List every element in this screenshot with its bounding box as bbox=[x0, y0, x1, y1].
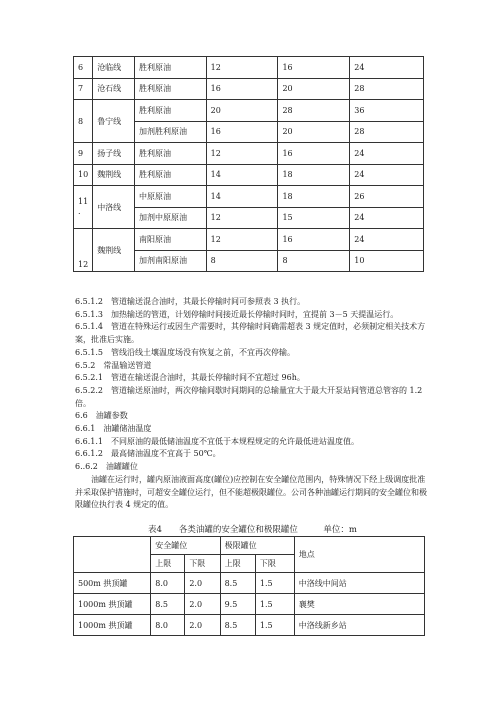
section-heading: 6..6.2 油罐罐位 bbox=[75, 462, 138, 472]
oil-type: 南阳原油 bbox=[134, 229, 206, 251]
value-cell: 14 bbox=[206, 164, 278, 186]
pipeline-name: 魏荆线 bbox=[93, 164, 135, 186]
header-cell: 地点 bbox=[294, 537, 424, 573]
row-number: 6 bbox=[74, 57, 93, 79]
oil-type: 胜利原油 bbox=[134, 57, 206, 79]
table-caption: 表4 各类油罐的安全罐位和极限罐位 单位：m bbox=[148, 525, 357, 535]
value-cell: 8 bbox=[206, 250, 278, 272]
value-cell: 28 bbox=[350, 121, 424, 143]
section-heading: 6.6 油罐参数 bbox=[75, 411, 128, 421]
row-number: 10 bbox=[74, 164, 93, 186]
value-cell: 16 bbox=[278, 57, 350, 79]
paragraph: 6.6.1.1 不同原油的最低储油温度不宜低于本规程规定的允许最低进站温度值。 bbox=[75, 436, 359, 446]
header-cell: 上限 bbox=[151, 555, 185, 573]
value-cell: 20 bbox=[278, 78, 350, 100]
header-cell: 安全罐位 bbox=[151, 537, 220, 555]
tank-type: 500m 拱顶罐 bbox=[74, 573, 151, 594]
value-cell: 16 bbox=[206, 121, 278, 143]
value-cell: 8.5 bbox=[220, 615, 255, 636]
value-cell: 26 bbox=[350, 186, 424, 208]
pipeline-name: 魏荆线 bbox=[93, 229, 135, 272]
row-number: 8 bbox=[74, 100, 93, 143]
table-row bbox=[74, 164, 424, 186]
value-cell: 2.0 bbox=[185, 615, 220, 636]
row-number: 9 bbox=[74, 143, 93, 165]
oil-type: 中原原油 bbox=[134, 186, 206, 208]
value-cell: 8.0 bbox=[151, 573, 185, 594]
table-row bbox=[74, 573, 425, 594]
table-row bbox=[74, 186, 424, 208]
table-row bbox=[74, 57, 424, 79]
tank-type: 1000m 拱顶罐 bbox=[74, 615, 151, 636]
pipeline-name: 扬子线 bbox=[93, 143, 135, 165]
value-cell: 10 bbox=[350, 250, 424, 272]
value-cell: 8 bbox=[278, 250, 350, 272]
value-cell: 8.5 bbox=[151, 594, 185, 615]
paragraph: 6.5.2.2 管道输送原油时，两次停输间歇时间期间的总输量宜大于最大开泵站间管道总管容的 1.2 倍。 bbox=[75, 385, 423, 408]
value-cell: 1.5 bbox=[255, 573, 294, 594]
value-cell: 8.0 bbox=[151, 615, 185, 636]
oil-type: 胜利原油 bbox=[134, 164, 206, 186]
table-row bbox=[74, 143, 424, 165]
header-cell: 上限 bbox=[220, 555, 255, 573]
value-cell: 16 bbox=[206, 78, 278, 100]
value-cell: 24 bbox=[350, 143, 424, 165]
paragraph: 6.5.1.2 管道输送混合油时，其最长停输时间可参照表 3 执行。 bbox=[75, 297, 306, 306]
value-cell: 24 bbox=[350, 57, 424, 79]
value-cell: 24 bbox=[350, 229, 424, 251]
value-cell: 18 bbox=[278, 186, 350, 208]
paragraph: 油罐在运行时，罐内原油液面高度(罐位)应控制在安全罐位范围内，特殊情况下经上级调度批准并采取保护措施时，可超安全罐位运行，但不能超极限罐位。公司各种油罐运行期间的安全罐位和极限罐位执行表 4 规定的值。 bbox=[75, 474, 427, 510]
table-row bbox=[74, 229, 424, 251]
table-row bbox=[74, 100, 424, 122]
value-cell: 15 bbox=[278, 207, 350, 229]
value-cell: 12 bbox=[206, 143, 278, 165]
value-cell: 2.0 bbox=[185, 594, 220, 615]
paragraph: 6.6.1.2 最高储油温度不宜高于 50℃。 bbox=[75, 449, 221, 459]
value-cell: 16 bbox=[278, 229, 350, 251]
value-cell: 18 bbox=[278, 164, 350, 186]
value-cell: 36 bbox=[350, 100, 424, 122]
pipeline-name: 中洛线 bbox=[93, 186, 135, 229]
oil-type: 加剂胜利原油 bbox=[134, 121, 206, 143]
tank-level-table bbox=[73, 536, 425, 636]
pipeline-name: 沧临线 bbox=[93, 57, 135, 79]
value-cell: 2.0 bbox=[185, 573, 220, 594]
header-cell: 下限 bbox=[255, 555, 294, 573]
table-row bbox=[74, 615, 425, 636]
oil-type: 胜利原油 bbox=[134, 100, 206, 122]
table-header-row bbox=[74, 537, 425, 555]
value-cell: 12 bbox=[206, 207, 278, 229]
paragraph: 6.5.1.3 加热输送的管道，计划停输时间接近最长停输时间时，宜提前 3－5 天提温运行。 bbox=[75, 309, 399, 319]
body-text bbox=[75, 296, 430, 512]
paragraph: 6.5.1.4 管道在特殊运行或因生产需要时，其停输时间确需超表 3 规定值时，必须制定相关技术方案，批准后实施。 bbox=[75, 322, 426, 345]
value-cell: 16 bbox=[278, 143, 350, 165]
value-cell: 20 bbox=[206, 100, 278, 122]
value-cell: 9.5 bbox=[220, 594, 255, 615]
value-cell: 12 bbox=[206, 229, 278, 251]
section-heading: 6.5.2 常温输送管道 bbox=[75, 360, 152, 370]
row-number: 7 bbox=[74, 78, 93, 100]
value-cell: 12 bbox=[206, 57, 278, 79]
tank-type: 1000m 拱顶罐 bbox=[74, 594, 151, 615]
header-cell bbox=[74, 537, 151, 573]
oil-type: 胜利原油 bbox=[134, 78, 206, 100]
table-row bbox=[74, 594, 425, 615]
pipeline-stop-time-table bbox=[73, 56, 424, 272]
value-cell: 28 bbox=[350, 78, 424, 100]
pipeline-name: 沧石线 bbox=[93, 78, 135, 100]
location-cell: 中洛线中间站 bbox=[294, 573, 424, 594]
value-cell: 24 bbox=[350, 164, 424, 186]
location-cell: 中洛线新乡站 bbox=[294, 615, 424, 636]
value-cell: 8.5 bbox=[220, 573, 255, 594]
value-cell: 20 bbox=[278, 121, 350, 143]
value-cell: 1.5 bbox=[255, 594, 294, 615]
value-cell: 28 bbox=[278, 100, 350, 122]
pipeline-name: 鲁宁线 bbox=[93, 100, 135, 143]
paragraph: 6.5.2.1 管道在输送混合油时，其最长停输时间不宜超过 96h。 bbox=[75, 373, 305, 383]
row-number: 12 bbox=[74, 229, 93, 272]
header-cell: 极限罐位 bbox=[220, 537, 294, 555]
paragraph: 6.5.1.5 管线沿线土壤温度场没有恢复之前，不宜再次停输。 bbox=[75, 347, 295, 357]
oil-type: 加剂中原原油 bbox=[134, 207, 206, 229]
value-cell: 1.5 bbox=[255, 615, 294, 636]
oil-type: 加剂南阳原油 bbox=[134, 250, 206, 272]
location-cell: 襄樊 bbox=[294, 594, 424, 615]
row-number: 11 . bbox=[74, 186, 93, 229]
section-heading: 6.6.1 油罐储油温度 bbox=[75, 424, 152, 434]
header-cell: 下限 bbox=[185, 555, 220, 573]
value-cell: 14 bbox=[206, 186, 278, 208]
oil-type: 胜利原油 bbox=[134, 143, 206, 165]
value-cell: 24 bbox=[350, 207, 424, 229]
table-row bbox=[74, 78, 424, 100]
